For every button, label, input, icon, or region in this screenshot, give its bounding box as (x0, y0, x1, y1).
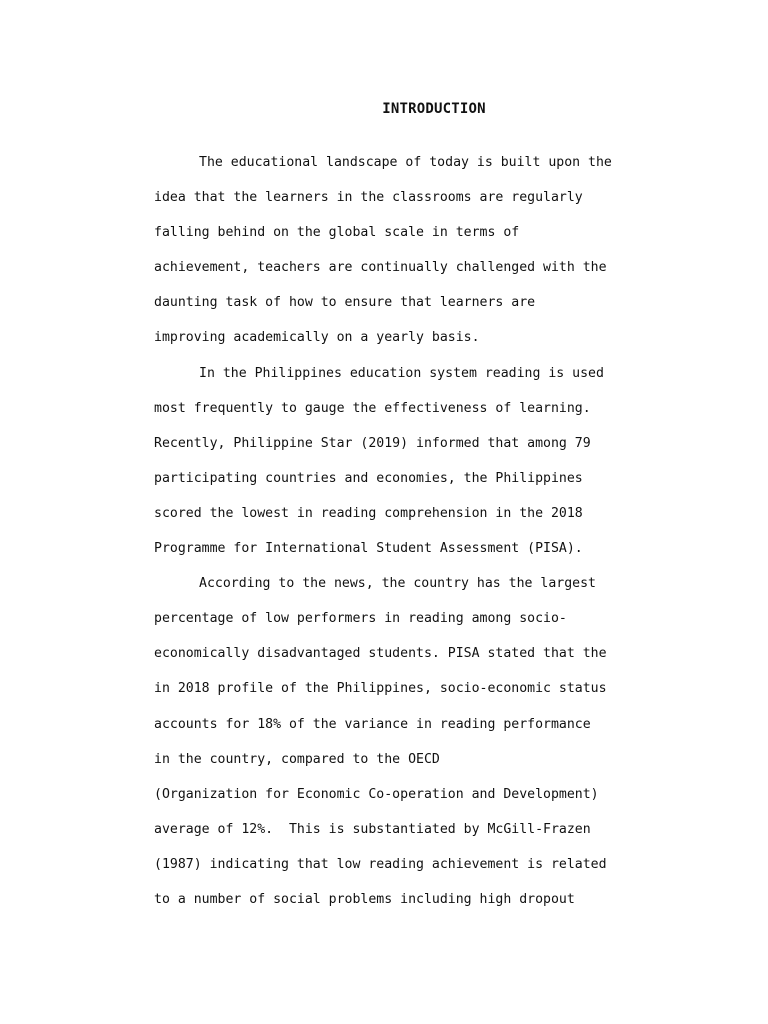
text-line: achievement, teachers are continually challenged with the (154, 260, 607, 276)
text-line: accounts for 18% of the variance in reading performance (154, 716, 591, 732)
text-line: falling behind on the global scale in terms of (154, 225, 520, 241)
paragraph-first-line: The educational landscape of today is built upon the (199, 155, 612, 170)
text-line: Recently, Philippine Star (2019) informed that among 79 (154, 435, 591, 451)
text-line: (1987) indicating that low reading achievement is related (154, 856, 607, 872)
text-line: idea that the learners in the classrooms are regularly (154, 190, 583, 206)
text-line: in the country, compared to the OECD (154, 751, 440, 767)
text-line: average of 12%. This is substantiated by McGill-Frazen (154, 821, 591, 837)
text-line: economically disadvantaged students. PISA stated that the (154, 646, 607, 662)
paragraph-first-line: In the Philippines education system reading is used (199, 365, 604, 381)
text-line: in 2018 profile of the Philippines, socio-economic status (154, 681, 607, 697)
text-line: participating countries and economies, the Philippines (154, 470, 583, 486)
text-line: daunting task of how to ensure that learners are (154, 295, 536, 311)
text-line: scored the lowest in reading comprehension in the 2018 (154, 505, 583, 521)
text-line: Programme for International Student Assessment (PISA). (154, 541, 583, 557)
text-line: improving academically on a yearly basis. (154, 330, 480, 346)
body-text (154, 145, 684, 917)
text-line: percentage of low performers in reading among socio- (154, 611, 567, 627)
text-line: to a number of social problems including high dropout (154, 891, 575, 907)
text-line: (Organization for Economic Co-operation and Development) (154, 786, 599, 802)
paragraph-first-line: According to the news, the country has the largest (199, 576, 596, 592)
text-line: most frequently to gauge the effectiveness of learning. (154, 400, 591, 416)
page-title: INTRODUCTION (382, 101, 486, 117)
